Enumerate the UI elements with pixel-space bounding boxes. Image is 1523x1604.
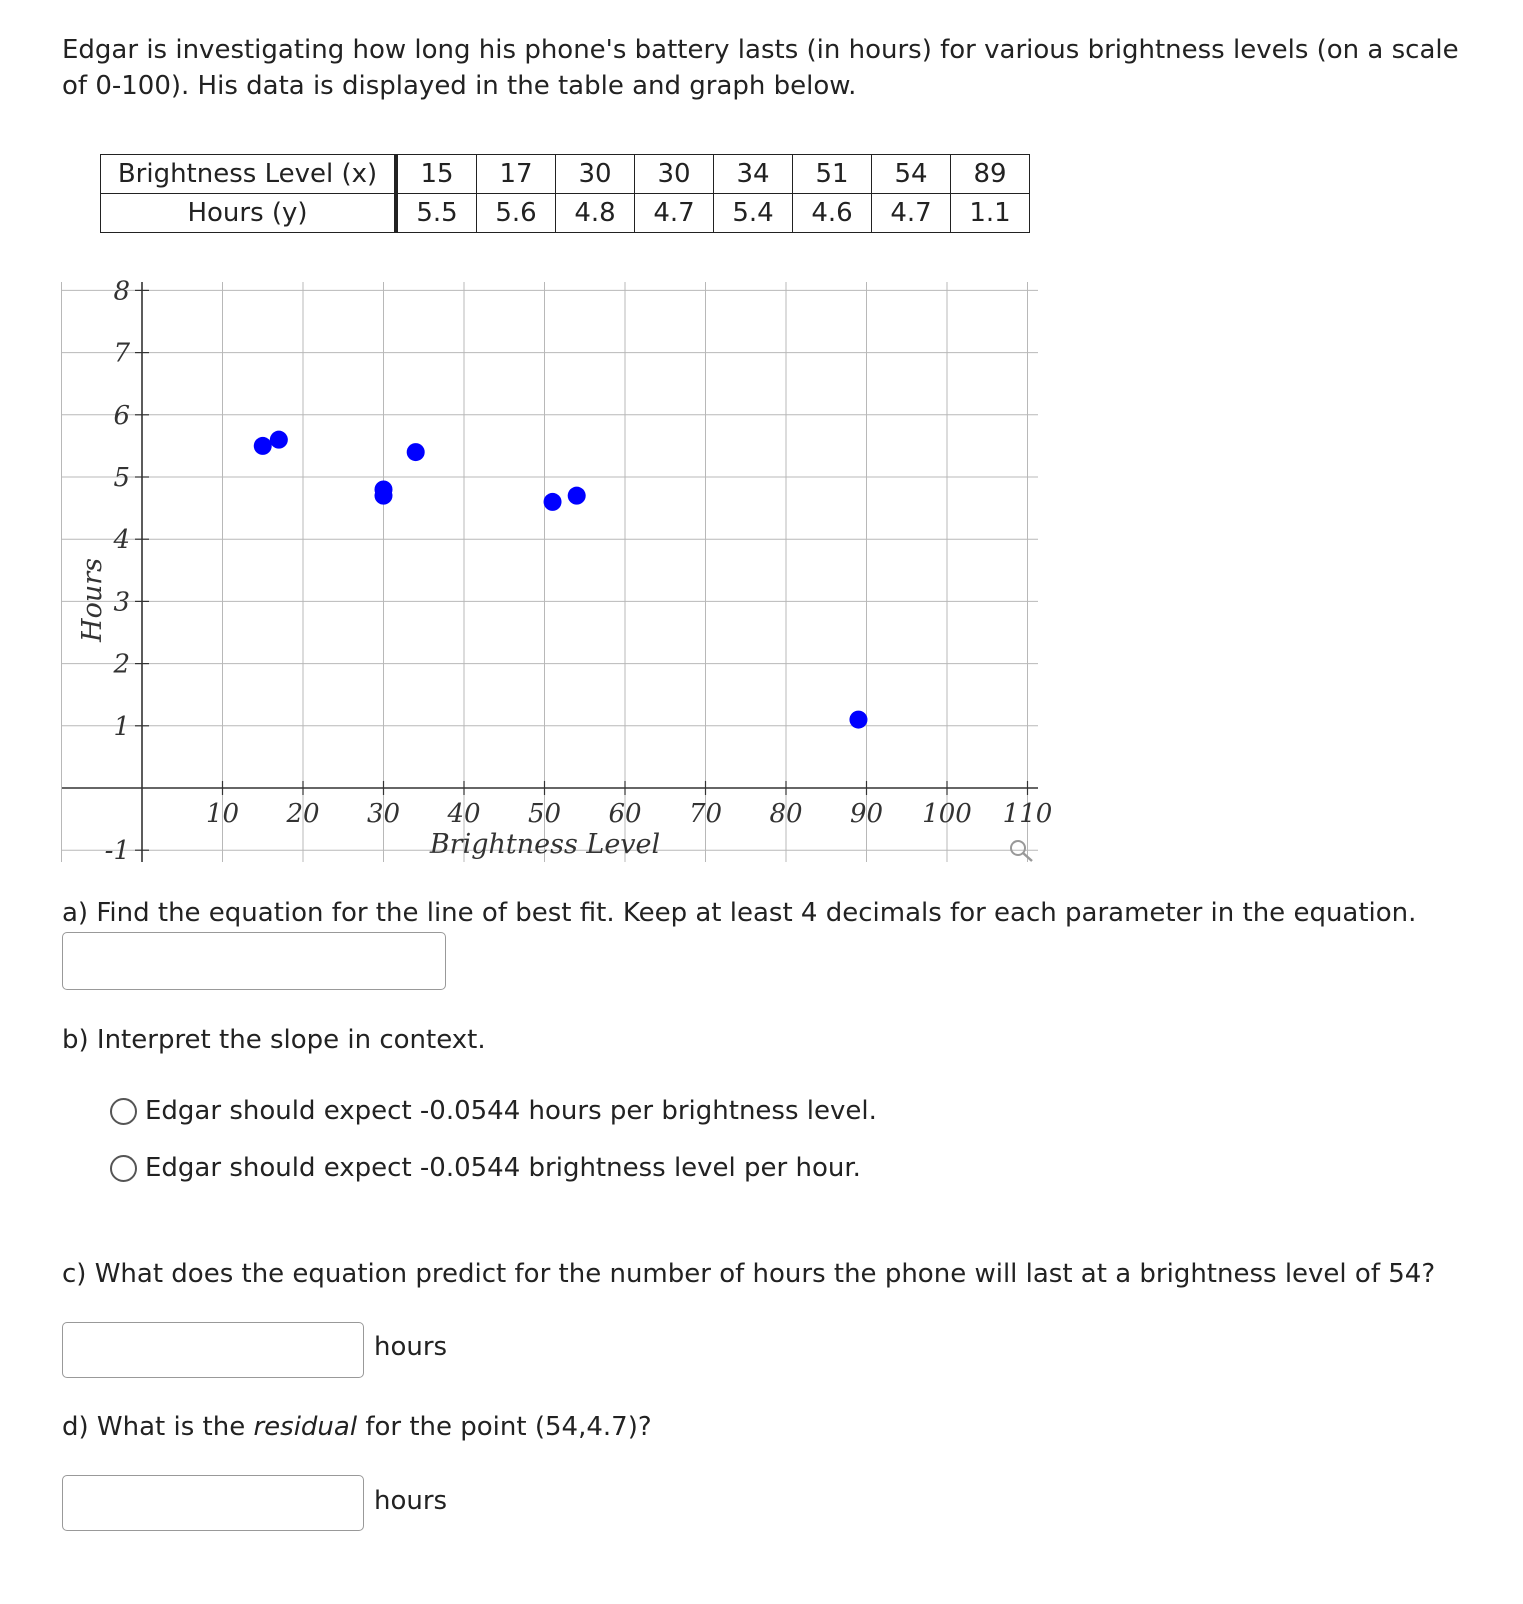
question-b: b) Interpret the slope in context. <box>62 1025 486 1055</box>
x-tick-label: 70 <box>688 799 723 829</box>
table-row-x <box>101 155 1030 194</box>
question-d-prefix: d) What is the <box>62 1412 254 1442</box>
question-c: c) What does the equation predict for the number of hours the phone will last at a brightness level of 54? <box>62 1259 1436 1289</box>
y-cell: 4.8 <box>556 194 635 233</box>
x-tick-label: 30 <box>366 799 401 829</box>
x-cell: 30 <box>556 155 635 194</box>
magnifier-lens <box>1011 841 1025 855</box>
y-tick-label: 7 <box>113 338 130 369</box>
question-d-residual: residual <box>253 1412 358 1442</box>
slope-option-2[interactable] <box>110 1151 861 1185</box>
y-cell: 4.7 <box>635 194 714 233</box>
data-point <box>849 711 867 729</box>
x-tick-label: 90 <box>849 799 884 829</box>
table-row-y <box>101 194 1030 233</box>
grid-lines <box>62 282 1039 862</box>
x-cell: 89 <box>951 155 1030 194</box>
y-tick-label: -1 <box>104 836 130 867</box>
data-points <box>254 431 868 729</box>
x-tick-label: 40 <box>447 799 481 829</box>
x-tick-label: 50 <box>527 799 562 829</box>
option-label: Edgar should expect -0.0544 hours per brightness level. <box>145 1096 877 1126</box>
question-a: a) Find the equation for the line of best fit. Keep at least 4 decimals for each parameter in the equation. <box>62 898 1417 928</box>
y-header: Hours (y) <box>101 194 397 233</box>
question-d <box>62 1411 652 1443</box>
best-fit-equation-input[interactable] <box>62 932 446 990</box>
x-axis-label: Brightness Level <box>429 829 661 860</box>
residual-input[interactable] <box>62 1475 364 1531</box>
x-cell: 30 <box>635 155 714 194</box>
y-cell: 4.7 <box>872 194 951 233</box>
x-tick-label: 110 <box>1002 799 1053 829</box>
y-tick-label: 5 <box>113 463 130 493</box>
x-tick-label: 10 <box>205 799 240 829</box>
x-tick-label: 100 <box>922 799 972 829</box>
y-cell: 1.1 <box>951 194 1030 233</box>
y-cell: 5.5 <box>396 194 477 233</box>
x-header: Brightness Level (x) <box>101 155 397 194</box>
scatter-chart[interactable] <box>0 270 1060 880</box>
data-point <box>407 443 425 461</box>
radio-icon[interactable] <box>110 1098 137 1125</box>
question-d-suffix: for the point (54,4.7)? <box>357 1412 652 1442</box>
x-tick-label: 60 <box>608 799 642 829</box>
y-tick-label: 2 <box>113 649 130 680</box>
y-cell: 4.6 <box>793 194 872 233</box>
prediction-input[interactable] <box>62 1322 364 1378</box>
data-point <box>375 487 393 505</box>
x-cell: 17 <box>477 155 556 194</box>
y-axis-label: Hours <box>77 558 108 642</box>
y-cell: 5.6 <box>477 194 556 233</box>
x-cell: 54 <box>872 155 951 194</box>
option-label: Edgar should expect -0.0544 brightness level per hour. <box>145 1153 861 1183</box>
data-point <box>544 493 562 511</box>
y-cell: 5.4 <box>714 194 793 233</box>
y-tick-label: 8 <box>113 276 130 307</box>
y-tick-label: 4 <box>113 525 130 556</box>
x-cell: 15 <box>396 155 477 194</box>
data-table <box>100 154 1030 233</box>
x-cell: 51 <box>793 155 872 194</box>
data-point <box>270 431 288 449</box>
y-tick-label: 1 <box>113 711 130 742</box>
problem-intro: Edgar is investigating how long his phone's battery lasts (in hours) for various brightness levels (on a scale of 0-100). His data is displayed in the table and graph below. <box>62 35 1459 101</box>
x-tick-label: 80 <box>769 799 803 829</box>
data-point <box>254 437 272 455</box>
residual-unit: hours <box>374 1486 448 1516</box>
radio-icon[interactable] <box>110 1155 137 1182</box>
x-cell: 34 <box>714 155 793 194</box>
x-tick-label: 20 <box>286 799 320 829</box>
magnifier-icon <box>1011 841 1032 861</box>
y-tick-label: 3 <box>113 587 130 618</box>
data-point <box>568 487 586 505</box>
prediction-unit: hours <box>374 1332 448 1362</box>
slope-option-1[interactable] <box>110 1094 877 1128</box>
y-tick-label: 6 <box>113 400 130 431</box>
